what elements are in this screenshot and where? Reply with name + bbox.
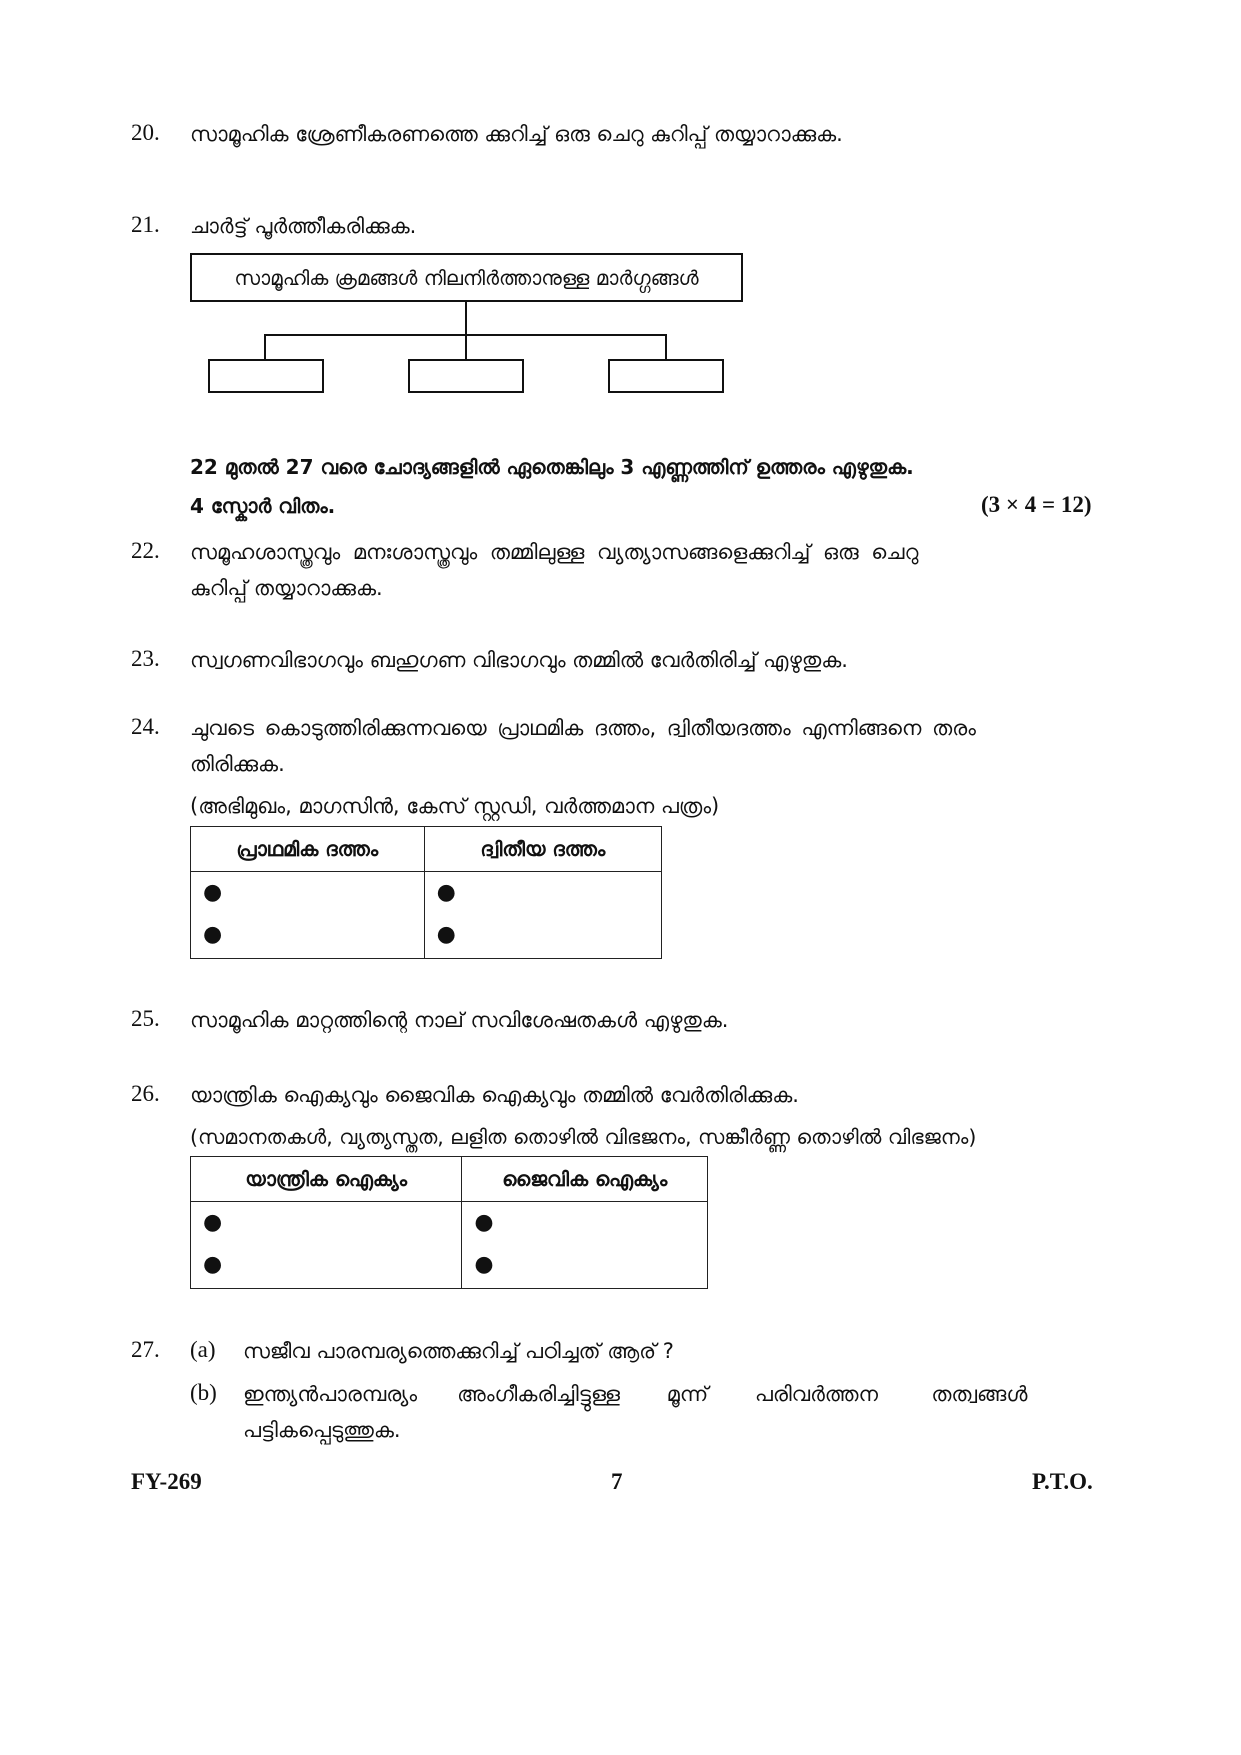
- chart-blank-box: [608, 359, 724, 393]
- question-number: 23.: [131, 646, 160, 671]
- chart-connector: [665, 334, 667, 360]
- bullet-point: ●: [203, 1252, 223, 1277]
- question-text: സാമൂഹിക ശ്രേണീകരണത്തെ ക്കുറിച്ച് ഒരു ചെറു കുറിപ്പ് തയ്യാറാക്കുക.: [190, 122, 843, 146]
- chart-title-box: [190, 253, 743, 302]
- question-number: 26.: [131, 1081, 160, 1106]
- chart-blank-box: [408, 359, 524, 393]
- question-number: 25.: [131, 1006, 160, 1031]
- please-turn-over: P.T.O.: [1032, 1469, 1093, 1494]
- bullet-point: ●: [203, 922, 223, 947]
- question-options: (സമാനതകൾ, വ്യത്യസ്തത, ലളിത തൊഴിൽ വിഭജനം, സങ്കീർണ്ണ തൊഴിൽ വിഭജനം): [190, 1125, 977, 1149]
- table-header: യാന്ത്രിക ഐക്യം: [191, 1157, 462, 1202]
- bullet-point: ●: [203, 1210, 223, 1235]
- bullet-point: ●: [203, 880, 223, 905]
- question-text: ചാർട്ട് പൂർത്തീകരിക്കുക.: [190, 214, 417, 238]
- answer-cell[interactable]: [191, 872, 425, 959]
- sub-question-label: (b): [190, 1380, 217, 1405]
- chart-connector: [465, 302, 467, 334]
- sub-question-text: പട്ടികപ്പെടുത്തുക.: [243, 1418, 401, 1442]
- answer-cell[interactable]: [424, 872, 661, 959]
- question-number: 27.: [131, 1337, 160, 1362]
- question-text: കുറിപ്പ് തയ്യാറാക്കുക.: [190, 576, 383, 600]
- answer-table: [190, 826, 662, 959]
- answer-cell[interactable]: [191, 1202, 462, 1289]
- paper-code: FY-269: [131, 1469, 202, 1494]
- question-number: 20.: [131, 120, 160, 145]
- bullet-point: ●: [436, 880, 456, 905]
- section-instruction: 22 മുതൽ 27 വരെ ചോദ്യങ്ങളിൽ ഏതെങ്കിലും 3 എണ്ണത്തിന് ഉത്തരം എഴുതുക.: [190, 455, 914, 479]
- bullet-point: ●: [436, 922, 456, 947]
- question-text: സമൂഹശാസ്ത്രവും മനഃശാസ്ത്രവും തമ്മിലുള്ള വ്യത്യാസങ്ങളെക്കുറിച്ച് ഒരു ചെറു: [190, 540, 919, 564]
- chart-blank-box: [208, 359, 324, 393]
- question-text: ചുവടെ കൊടുത്തിരിക്കുന്നവയെ പ്രാഥമിക ദത്തം, ദ്വിതീയദത്തം എന്നിങ്ങനെ തരം: [190, 716, 976, 740]
- chart-title: സാമൂഹിക ക്രമങ്ങൾ നിലനിർത്താനുള്ള മാർഗ്ഗങ്ങൾ: [234, 265, 699, 290]
- sub-question-text: ഇന്ത്യൻപാരമ്പര്യം അംഗീകരിച്ചിട്ടുള്ള മൂന്ന് പരിവർത്തന തത്വങ്ങൾ: [243, 1382, 1028, 1406]
- answer-cell[interactable]: [462, 1202, 708, 1289]
- question-text: സാമൂഹിക മാറ്റത്തിന്റെ നാല് സവിശേഷതകൾ എഴുതുക.: [190, 1008, 729, 1032]
- sub-question-label: (a): [190, 1337, 216, 1362]
- page-number: 7: [611, 1469, 623, 1494]
- question-text: സ്വഗണവിഭാഗവും ബഹുഗണ വിഭാഗവും തമ്മിൽ വേർതിരിച്ച് എഴുതുക.: [190, 648, 848, 672]
- chart-connector: [465, 334, 467, 360]
- answer-table: [190, 1156, 708, 1289]
- question-text: യാന്ത്രിക ഐക്യവും ജൈവിക ഐക്യവും തമ്മിൽ വേർതിരിക്കുക.: [190, 1083, 799, 1107]
- sub-question-text: സജീവ പാരമ്പര്യത്തെക്കുറിച്ച് പഠിച്ചത് ആര് ?: [243, 1339, 674, 1363]
- question-number: 22.: [131, 538, 160, 563]
- section-instruction-score: 4 സ്കോർ വിതം.: [190, 494, 336, 518]
- table-header: ജൈവിക ഐക്യം: [462, 1157, 708, 1202]
- table-header: ദ്വിതീയ ദത്തം: [424, 827, 661, 872]
- bullet-point: ●: [474, 1210, 494, 1235]
- chart-connector: [264, 334, 266, 360]
- question-text: തിരിക്കുക.: [190, 752, 285, 776]
- bullet-point: ●: [474, 1252, 494, 1277]
- question-options: (അഭിമുഖം, മാഗസിൻ, കേസ് സ്റ്റഡി, വർത്തമാന പത്രം): [190, 794, 720, 818]
- question-number: 21.: [131, 212, 160, 237]
- section-marks: (3 × 4 = 12): [981, 492, 1092, 517]
- table-header: പ്രാഥമിക ദത്തം: [191, 827, 425, 872]
- question-number: 24.: [131, 714, 160, 739]
